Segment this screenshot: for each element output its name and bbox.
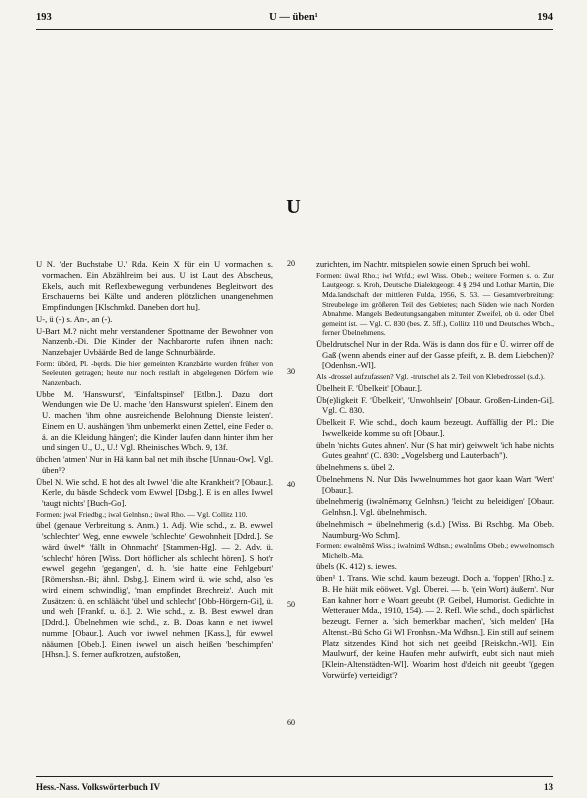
entry-uebel-noun-forms: Formen: jwəl Friedbg.; iwəl Gelnhsn.; üwəl Rho. — Vgl. Collitz 110. [36,509,248,519]
line-number-40: 40 [287,480,295,489]
section-letter: U [286,196,301,218]
entry-uebeldrutschel: Übeldrutschel Nur in der Rda. Wäs is dann dos für e Ü. wirrer off de Gaß (wenn abends einer auf der Gasse pfeift, z. B. dem Liebchen)? [Odenhsn.-Wl]. [316,338,554,371]
entry-ubbe: Ubbe M. 'Hanswurst', 'Einfaltspinsel' [Etlbn.]. Dazu dort Wendungen wie De U. mache 'den Hanswurst spielen'. Einem den U. machen 'ihm ohne ausreichende Belohnung Dienste leisten'. Einem en U. aushängen 'ihm unbemerkt einen Zettel, eine Feder o. ä. an die Kleidung hängen'; die Kinder laufen dann hinter ihm her und singen U., U., U.! Vgl. Rheinisches Wbch. 9, 13f. [36,388,273,453]
right-page-number: 194 [537,12,553,23]
left-page-number: 193 [36,12,52,23]
entry-uebelnehmens: Übelnehmens N. Nur Däs Iwwelnummes hot gaor kaan Wart 'Wert' [Obaur.]. [316,473,554,495]
entry-uebelnehmisch-forms: Formen: ewəlnēmš Wiss.; iwəlnimš Wdhsn.; ewəlnǖms Obeb.; ewwelnomsch Michelb.-Ma. [316,541,554,560]
entry-uebelnehmisch: übelnehmisch = übelnehmerig (s.d.) [Wiss. Bi Rschbg. Ma Obeb. Naumburg-Wo Schm]. [316,518,554,540]
running-header: U — üben¹ [269,12,318,23]
right-column [316,259,554,682]
entry-u-bart: U-Bart M.? nicht mehr verstandener Spottname der Bewohner von Nanzenb.-Di. Die Kinder der Nachbarorte rufen ihnen nach: Nanzebajer Uvbäärde Bed de lange Schnurbäärde. [36,325,273,357]
entry-uebel-adj: übel (genaue Verbreitung s. Anm.) 1. Adj. Wie schd., z. B. ewwel 'schlechter' Weg, enne ewwele 'schlechte' Gewohnheit [Ddrd.]. Se wärd üwel* 'fällt in Ohnmacht' [Stammen-Hg]. — 2. Adv. ü. 'schlecht' hören [Wiss. Dort höflicher als schlecht hören]. S hot'r ewwel gegehn 'gegangen', d. h. 'sie hatte eine Fehlgeburt' [Römershsn.-Bi; ähnl. Dsbg.]. Einem wird ü. wie schd, also 'es wird einem schwindlig', 'man empfindet Brechreiz'. Auch mit Zusätzen: ü. en schläächt 'übel und schlecht' [Obb-Hörgern-Gi], ü. und weh [Frankf. u. ö.]. 2. Wie schd., z. B. Best ewwel dran [Ddrd.]. Übelnehmen wie schd., z. B. Doas kann e net iwwel numme [Obaur.]. Auch vor iwwel nehmen [Kass.], für ewwel nääumen [Obeb.]. Einen iwwel un aisch heißen 'beschimpfen' [Hhsn.]. S. ferner aufkrotzen, aufstoßen, [36,520,273,660]
header-rule [36,29,553,30]
line-number-50: 50 [287,600,295,609]
left-column [36,259,273,661]
entry-ueben1: üben¹ 1. Trans. Wie schd. kaum bezeugt. Doch a. 'foppen' [Rho.] z. B. He hiät mik eööwet. Vgl. Überei. — b. '(ein Wort) äußern'. Nur Ean kahner horr e Woart geeubt (P. Geibel, Humorist. Gedichte in Wetterauer Mda., 1910, 154). — 2. Refl. Wie schd., doch spärlichst bezeugt. Ferner a. 'sich bemerkbar machen', 'sich melden' [Ha Altenst.-Bü Scho Gi Wl Fronhsn.-Ma Wdhsn.]. Ein still auf seinem Platz sitzendes Kind hot sich net geeibd [Reiskchn.-Wl]. Ein Maulwurf, der keine Haufen mehr aufwirft, eubt sich naut mieh [Klein-Altenstädten-Wl]. Woarim host d'deich nit geeubt '(gegen Vorwürfe) verteidigt'? [316,573,554,680]
line-number-20: 20 [287,259,295,268]
entry-u: U N. 'der Buchstabe U.' Rda. Kein X für ein U vormachen s. vormachen. Ein Abzählreim bei aus. U ist Laut des Abscheus, Ekels, auch mit Reflexbewegung verbundenes Begleitwort des Erschauerns bei Kälte und anderen plötzlichen unangenehmen Empfindungen [Klschmkd. Daneben dort hu]. [36,259,273,312]
footer-rule [36,776,553,777]
entry-uebeligkeit: Üb(e)ligkeit F. 'Übelkeit', 'Unwohlsein' [Obaur. Großen-Linden-Gi]. Vgl. C. 830. [316,394,554,416]
entry-uebeldrutschel-note: Als -drossel aufzufassen? Vgl. -trutschel als 2. Teil von Klebedrossel (s.d.). [316,372,545,382]
entry-uebelheit: Übelheit F. 'Übelkeit' [Obaur.]. [316,382,422,393]
entry-uebelnehmens-ref: übelnehmens s. übel 2. [316,462,395,472]
footer-signature: 13 [544,782,553,792]
entry-uebeln: übeln 'nichts Gutes ahnen'. Nur (S hat mir) geiwwelt 'ich habe nichts Gutes geahnt' (C. 830: „Vogelsberg und Lauterbach"). [316,439,554,461]
entry-uebelkeit: Übelkeit F. Wie schd., doch kaum bezeugt. Auffällig der Pl.: Die Iwwelkeide komme su oft [Obaur.]. [316,417,554,438]
entry-uebel-forms: Formen: üwəl Rho.; iwl Wtfd.; ewl Wiss. Obeb.; weitere Formen s. o. Zur Lautgeogr. s. Kroh, Deutsche Dialektgeogr. 4 § 294 und Lothar Martin, Die Mda.landschaft der mittleren Fulda, 1956, S. 53. — Gesamtverbreitung: Streubelege im größeren Teil des Gebietes; nach Süden wie nach Norden Abnahme. Mangels Bedeutungsangaben mitunter Zweifel, ob ü. oder Übel gemeint ist. — Vgl. C. 830 (bes. Z. 5ff.), Collitz 110 und Deutsches Wbch., ferner Übelnehmens. [316,270,554,338]
line-number-60: 60 [287,718,295,727]
footer-title: Hess.-Nass. Volkswörterbuch IV [36,782,161,792]
entry-uebels: übels (K. 412) s. iewes. [316,561,397,572]
line-number-30: 30 [287,367,295,376]
entry-uebel-noun: Übel N. Wie schd. E hot des alt Iwwel 'die alte Krankheit'? [Obaur.]. Kerle, du bäsde Schdeck vom Ewwel [Dsbg.]. E is en alles Iwwel 'taugt nichts' [Buch-Go]. [36,476,273,509]
entry-uebel-continued: zurichten, im Nachtr. mitspielen sowie einen Spruch bei wohl. [316,259,531,269]
entry-u-prefix: U-, ü (-) s. An-, an (-). [36,313,113,324]
entry-uebchen: übchen 'atmen' Nur in Hä kann bal net mih ibsche [Unnau-Ow]. Vgl. üben¹? [36,454,273,475]
entry-uebelnehmerig: übelnehmerig (iwəlnēmərıχ Gelnhsn.) 'leicht zu beleidigen' [Obaur. Gelnhsn.]. Vgl. übelnehmisch. [316,496,554,517]
entry-u-bart-note: Form: übörd, Pl. -bęrds. Die hier gemeinten Kranzbärte wurden früher von Seeleuten getragen; heute nur noch restlaft in abgelegenen Dörfern wie Nanzenbach. [36,358,273,387]
